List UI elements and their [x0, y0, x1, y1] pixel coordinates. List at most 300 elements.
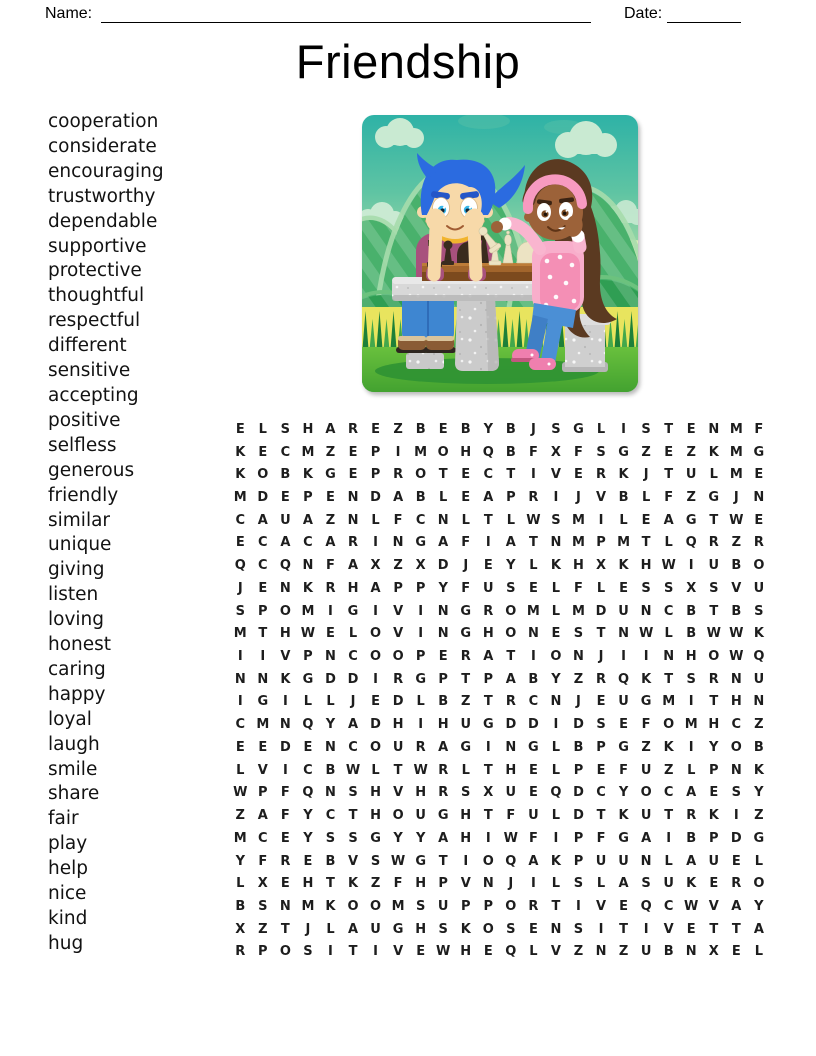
grid-letter: H	[685, 649, 697, 665]
grid-letter: H	[279, 626, 291, 642]
grid-letter: E	[709, 876, 719, 892]
grid-letter: I	[576, 898, 581, 914]
word-list-item: dependable	[48, 210, 158, 232]
grid-letter: E	[528, 785, 538, 801]
grid-letter: N	[640, 853, 652, 869]
grid-letter: L	[236, 762, 245, 778]
word-list-item: similar	[48, 509, 111, 531]
grid-letter: M	[301, 898, 315, 914]
grid-letter: U	[505, 785, 517, 801]
grid-letter: I	[237, 694, 243, 710]
grid-letter: V	[550, 467, 561, 483]
grid-letter: O	[482, 853, 494, 869]
grid-letter: P	[303, 490, 313, 506]
grid-letter: R	[753, 535, 764, 551]
grid-letter: M	[572, 512, 585, 528]
grid-letter: L	[326, 694, 335, 710]
grid-letter: I	[373, 603, 378, 619]
grid-letter: M	[391, 898, 405, 914]
grid-letter: J	[305, 921, 311, 937]
grid-letter: H	[460, 808, 472, 824]
grid-letter: M	[256, 717, 270, 733]
grid-letter: T	[393, 762, 403, 778]
grid-letter: B	[415, 421, 426, 437]
grid-letter: N	[325, 785, 336, 801]
grid-letter: E	[416, 944, 426, 960]
grid-letter: U	[528, 808, 539, 824]
grid-letter: R	[325, 580, 336, 596]
grid-letter: T	[280, 921, 290, 937]
grid-letter: K	[280, 671, 291, 687]
grid-letter: E	[754, 512, 764, 528]
grid-letter: W	[413, 762, 428, 778]
grid-letter: P	[483, 671, 494, 687]
grid-letter: G	[640, 694, 652, 710]
grid-letter: C	[235, 717, 246, 733]
grid-letter: T	[731, 921, 741, 937]
grid-letter: X	[257, 876, 268, 892]
grid-letter: O	[279, 603, 291, 619]
grid-letter: F	[393, 876, 403, 892]
grid-letter: W	[345, 762, 361, 778]
grid-letter: Z	[393, 558, 403, 574]
grid-letter: D	[527, 717, 539, 733]
grid-letter: F	[326, 558, 335, 574]
grid-letter: C	[325, 808, 336, 824]
grid-letter: S	[754, 603, 764, 619]
grid-letter: J	[733, 490, 739, 506]
grid-letter: E	[596, 694, 606, 710]
word-list-item: fair	[48, 808, 79, 830]
grid-letter: J	[643, 467, 649, 483]
grid-letter: A	[257, 512, 268, 528]
grid-letter: S	[235, 603, 245, 619]
grid-letter: A	[257, 808, 268, 824]
grid-letter: N	[347, 490, 359, 506]
grid-letter: O	[279, 944, 291, 960]
grid-letter: V	[393, 626, 404, 642]
grid-letter: E	[528, 580, 538, 596]
word-list-item: sensitive	[48, 360, 131, 382]
word-list-item: help	[48, 858, 88, 880]
grid-letter: H	[482, 626, 494, 642]
grid-letter: T	[506, 649, 516, 665]
grid-letter: G	[370, 830, 381, 846]
grid-letter: I	[553, 717, 559, 733]
grid-letter: Z	[731, 535, 742, 551]
word-list	[48, 110, 164, 957]
grid-letter: P	[483, 898, 494, 914]
grid-letter: N	[437, 626, 449, 642]
grid-letter: C	[280, 444, 291, 460]
word-list-item: loyal	[48, 708, 92, 730]
grid-letter: T	[506, 467, 516, 483]
grid-letter: E	[438, 649, 448, 665]
grid-letter: O	[753, 558, 765, 574]
grid-letter: N	[437, 512, 449, 528]
grid-letter: J	[598, 649, 604, 665]
grid-letter: P	[573, 762, 584, 778]
grid-letter: A	[347, 921, 359, 937]
grid-letter: D	[257, 490, 269, 506]
grid-letter: G	[415, 671, 426, 687]
grid-letter: Q	[302, 717, 314, 733]
grid-letter: N	[550, 921, 562, 937]
grid-letter: V	[731, 580, 742, 596]
grid-letter: H	[573, 558, 584, 574]
grid-letter: Q	[505, 853, 517, 869]
grid-letter: E	[686, 421, 696, 437]
grid-letter: X	[550, 444, 561, 460]
grid-letter: I	[373, 535, 378, 551]
grid-letter: U	[708, 558, 720, 574]
date-label: Date:	[624, 5, 663, 22]
grid-letter: I	[373, 671, 378, 687]
grid-letter: E	[461, 467, 471, 483]
grid-letter: T	[461, 671, 471, 687]
grid-letter: E	[235, 535, 245, 551]
grid-letter: A	[505, 671, 516, 687]
grid-letter: Y	[483, 421, 493, 437]
grid-letter: O	[370, 739, 382, 755]
grid-letter: F	[596, 830, 606, 846]
grid-letter: N	[325, 649, 336, 665]
grid-letter: N	[325, 739, 336, 755]
grid-letter: L	[236, 876, 245, 892]
grid-letter: S	[303, 944, 313, 960]
grid-letter: H	[302, 876, 314, 892]
grid-letter: L	[551, 739, 561, 755]
grid-letter: C	[303, 535, 313, 551]
grid-letter: S	[709, 580, 719, 596]
grid-letter: N	[573, 649, 584, 665]
grid-letter: W	[706, 626, 721, 642]
grid-letter: K	[302, 580, 313, 596]
grid-letter: V	[393, 944, 404, 960]
grid-letter: L	[371, 512, 380, 528]
word-list-item: laugh	[48, 733, 100, 755]
grid-letter: F	[664, 490, 674, 506]
page-title: Friendship	[295, 35, 521, 88]
grid-letter: A	[325, 421, 336, 437]
grid-letter: O	[370, 649, 382, 665]
grid-letter: Y	[303, 808, 313, 824]
word-list-item: nice	[48, 883, 87, 905]
grid-letter: P	[370, 467, 381, 483]
word-list-item: smile	[48, 758, 98, 780]
grid-letter: N	[550, 694, 562, 710]
grid-letter: A	[302, 512, 313, 528]
grid-letter: B	[325, 762, 336, 778]
grid-letter: P	[573, 853, 584, 869]
grid-letter: B	[618, 490, 629, 506]
grid-letter: N	[482, 876, 494, 892]
grid-letter: H	[370, 808, 381, 824]
grid-letter: C	[528, 694, 539, 710]
grid-letter: B	[753, 739, 764, 755]
grid-letter: V	[280, 649, 291, 665]
grid-letter: A	[347, 558, 359, 574]
grid-letter: L	[709, 467, 718, 483]
grid-letter: G	[415, 535, 426, 551]
grid-letter: G	[460, 603, 472, 619]
grid-letter: M	[526, 603, 540, 619]
grid-letter: K	[550, 853, 561, 869]
grid-letter: B	[325, 853, 336, 869]
grid-letter: J	[237, 580, 243, 596]
grid-letter: W	[729, 649, 744, 665]
grid-letter: G	[573, 421, 584, 437]
grid-letter: Y	[303, 830, 313, 846]
grid-letter: T	[709, 603, 719, 619]
grid-letter: D	[325, 671, 336, 687]
grid-letter: Z	[573, 944, 584, 960]
grid-letter: S	[325, 830, 336, 846]
grid-letter: O	[392, 808, 404, 824]
grid-letter: K	[347, 876, 359, 892]
word-list-item: respectful	[48, 310, 141, 332]
grid-letter: E	[686, 921, 696, 937]
grid-letter: X	[370, 558, 381, 574]
grid-letter: E	[303, 739, 313, 755]
grid-letter: S	[438, 921, 448, 937]
grid-letter: O	[437, 444, 449, 460]
grid-letter: U	[640, 944, 652, 960]
grid-letter: D	[573, 808, 584, 824]
grid-letter: I	[688, 739, 694, 755]
grid-letter: E	[235, 421, 245, 437]
grid-letter: L	[461, 762, 470, 778]
grid-letter: D	[279, 739, 291, 755]
word-list-item: play	[48, 833, 88, 855]
grid-letter: U	[415, 808, 426, 824]
grid-letter: W	[436, 944, 451, 960]
grid-letter: E	[551, 626, 561, 642]
grid-letter: T	[709, 512, 719, 528]
word-list-item: selfless	[48, 434, 117, 456]
grid-letter: N	[527, 626, 539, 642]
grid-letter: A	[686, 853, 697, 869]
grid-letter: B	[573, 739, 584, 755]
grid-letter: R	[415, 739, 426, 755]
word-list-item: cooperation	[48, 111, 159, 132]
grid-letter: L	[754, 853, 763, 869]
grid-letter: B	[505, 444, 516, 460]
grid-letter: E	[528, 921, 538, 937]
grid-letter: Y	[415, 830, 426, 846]
grid-letter: G	[753, 830, 765, 846]
grid-letter: B	[460, 421, 471, 437]
grid-letter: G	[460, 626, 472, 642]
grid-letter: E	[280, 830, 290, 846]
grid-letter: I	[485, 739, 491, 755]
grid-letter: H	[708, 717, 720, 733]
grid-letter: W	[390, 853, 406, 869]
grid-letter: T	[438, 467, 448, 483]
grid-letter: M	[233, 830, 247, 846]
grid-letter: E	[596, 762, 606, 778]
word-list-item: protective	[48, 260, 142, 282]
grid-letter: O	[370, 898, 382, 914]
grid-letter: Z	[686, 444, 696, 460]
grid-letter: K	[753, 626, 764, 642]
grid-letter: Q	[505, 944, 517, 960]
grid-letter: G	[685, 512, 697, 528]
grid-letter: V	[347, 853, 359, 869]
grid-letter: K	[663, 739, 674, 755]
grid-letter: I	[530, 649, 536, 665]
grid-letter: F	[258, 853, 268, 869]
grid-letter: Y	[506, 558, 516, 574]
grid-letter: A	[347, 717, 359, 733]
grid-letter: F	[280, 785, 290, 801]
grid-letter: I	[688, 558, 694, 574]
grid-letter: S	[551, 421, 561, 437]
grid-letter: W	[684, 898, 699, 914]
grid-letter: T	[596, 626, 606, 642]
grid-letter: S	[415, 898, 426, 914]
grid-letter: E	[303, 853, 313, 869]
date-blank-line	[667, 6, 741, 23]
grid-letter: J	[576, 490, 581, 506]
grid-letter: T	[483, 808, 493, 824]
grid-letter: O	[550, 649, 562, 665]
grid-letter: R	[708, 535, 719, 551]
grid-letter: I	[395, 444, 401, 460]
grid-letter: I	[485, 830, 491, 846]
word-list-item: positive	[48, 409, 121, 431]
grid-letter: I	[418, 603, 424, 619]
grid-letter: I	[237, 649, 243, 665]
grid-letter: T	[348, 944, 358, 960]
grid-letter: I	[553, 830, 559, 846]
grid-letter: H	[460, 944, 472, 960]
grid-letter: I	[643, 649, 649, 665]
grid-letter: R	[280, 853, 291, 869]
grid-letter: I	[598, 512, 604, 528]
grid-letter: S	[686, 671, 696, 687]
grid-letter: A	[280, 535, 291, 551]
grid-letter: Y	[325, 717, 336, 733]
grid-letter: L	[664, 535, 673, 551]
grid-letter: C	[258, 535, 268, 551]
grid-letter: L	[641, 490, 651, 506]
grid-letter: B	[686, 626, 697, 642]
grid-letter: L	[461, 512, 470, 528]
grid-letter: B	[280, 467, 291, 483]
grid-letter: K	[302, 467, 313, 483]
grid-letter: D	[392, 694, 404, 710]
grid-letter: K	[708, 808, 719, 824]
grid-letter: V	[393, 603, 404, 619]
grid-letter: W	[233, 785, 248, 801]
grid-letter: L	[348, 626, 358, 642]
grid-letter: O	[663, 717, 675, 733]
grid-letter: A	[325, 535, 336, 551]
grid-letter: I	[260, 649, 266, 665]
grid-letter: P	[258, 603, 268, 619]
grid-letter: T	[709, 694, 719, 710]
grid-letter: A	[686, 785, 697, 801]
grid-letter: B	[663, 944, 674, 960]
grid-letter: Z	[325, 512, 336, 528]
grid-letter: I	[282, 762, 288, 778]
grid-letter: I	[463, 853, 469, 869]
grid-letter: D	[573, 785, 584, 801]
grid-letter: R	[235, 944, 246, 960]
grid-letter: T	[348, 808, 358, 824]
grid-letter: O	[708, 649, 720, 665]
grid-letter: P	[573, 830, 584, 846]
grid-letter: Y	[754, 785, 764, 801]
grid-letter: Q	[279, 558, 291, 574]
grid-letter: H	[640, 558, 652, 574]
grid-letter: L	[551, 603, 561, 619]
grid-letter: N	[234, 671, 246, 687]
grid-letter: Z	[325, 444, 336, 460]
word-list-item: loving	[48, 609, 105, 631]
grid-letter: R	[528, 898, 539, 914]
grid-letter: N	[753, 490, 765, 506]
grid-letter: C	[348, 739, 358, 755]
grid-letter: I	[733, 808, 739, 824]
word-list-item: listen	[48, 584, 99, 606]
grid-letter: U	[640, 762, 652, 778]
grid-letter: G	[618, 739, 629, 755]
grid-letter: A	[370, 580, 381, 596]
grid-letter: C	[235, 512, 246, 528]
grid-letter: O	[415, 467, 427, 483]
grid-letter: P	[438, 876, 448, 892]
grid-letter: P	[438, 671, 448, 687]
grid-letter: A	[618, 876, 629, 892]
word-list-item: giving	[48, 559, 105, 581]
grid-letter: F	[754, 421, 764, 437]
grid-letter: A	[753, 921, 764, 937]
grid-letter: P	[370, 444, 381, 460]
grid-letter: B	[528, 671, 539, 687]
grid-letter: U	[595, 853, 607, 869]
grid-letter: T	[664, 467, 674, 483]
grid-letter: J	[350, 694, 356, 710]
grid-letter: S	[573, 921, 584, 937]
grid-letter: R	[731, 876, 742, 892]
grid-letter: R	[393, 467, 404, 483]
grid-letter: I	[688, 694, 694, 710]
grid-letter: G	[415, 853, 426, 869]
grid-letter: B	[686, 603, 697, 619]
grid-letter: R	[438, 762, 449, 778]
grid-letter: A	[483, 490, 494, 506]
grid-letter: B	[505, 421, 516, 437]
grid-letter: Q	[618, 671, 630, 687]
grid-letter: X	[708, 944, 719, 960]
grid-letter: Y	[618, 785, 629, 801]
grid-letter: Y	[551, 671, 561, 687]
grid-letter: A	[641, 830, 652, 846]
grid-letter: O	[730, 739, 742, 755]
grid-letter: P	[460, 898, 471, 914]
grid-letter: P	[708, 830, 719, 846]
grid-letter: C	[731, 717, 742, 733]
grid-letter: H	[460, 830, 472, 846]
grid-letter: L	[371, 762, 380, 778]
grid-letter: G	[528, 739, 539, 755]
grid-letter: I	[418, 626, 424, 642]
grid-letter: Q	[302, 785, 314, 801]
grid-letter: U	[280, 512, 291, 528]
grid-letter: H	[437, 717, 449, 733]
